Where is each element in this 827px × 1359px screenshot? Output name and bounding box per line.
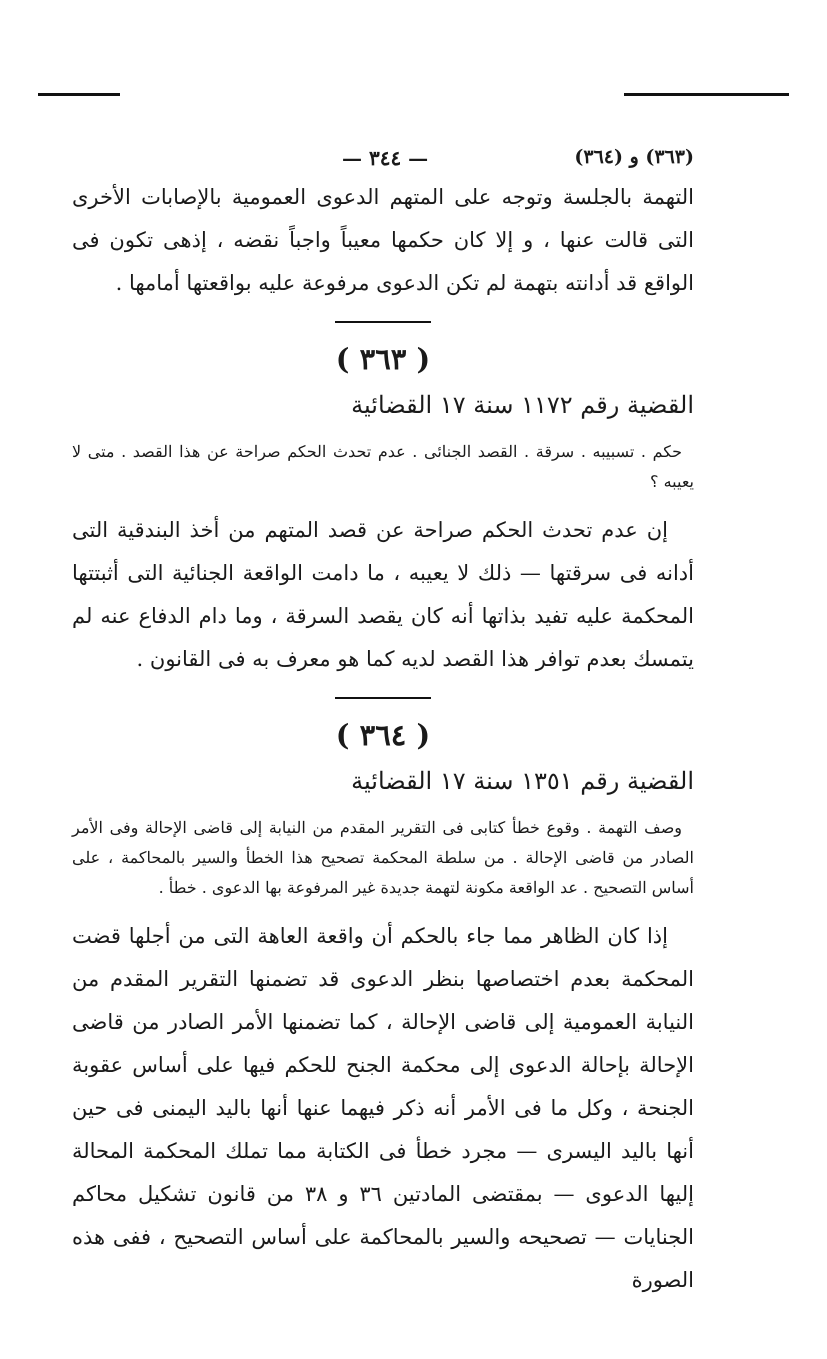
header-rule-left (38, 93, 120, 96)
page-number: — ٣٤٤ — (342, 146, 429, 170)
document-page (72, 140, 694, 1302)
running-head (72, 140, 694, 176)
case-body: إذا كان الظاهر مما جاء بالحكم أن واقعة العاهة التى من أجلها قضت المحكمة بعدم اختصاصها بنظر الدعوى قد تضمنها التقرير المقدم من النيابة العمومية إلى قاضى الإحالة ، كما تضمنها الأمر الصادر من قاضى الإحالة بإحالة الدعوى إلى محكمة الجنح للحكم فيها على أساس عقوبة الجنحة ، وكل ما فى الأمر أنه ذكر فيهما عنها أنها باليد اليمنى فى حين أنها باليد اليسرى — مجرد خطأ فى الكتابة مما تملك المحكمة المحالة إليها الدعوى — بمقتضى المادتين ٣٦ و ٣٨ من قانون تشكيل محاكم الجنايات — تصحيحه والسير بالمحاكمة على أساس التصحيح ، ففى هذه الصورة (72, 924, 694, 1292)
case-reference: القضية رقم ١٣٥١ سنة ١٧ القضائية (351, 767, 694, 795)
intro-paragraph: التهمة بالجلسة وتوجه على المتهم الدعوى العمومية بالإصابات الأخرى التى قالت عنها ، و إلا كان حكمها معيباً واجباً نقضه ، إذهى تكون فى الواقع قد أدانته بتهمة لم تكن الدعوى مرفوعة عليه بواقعتها أمامها . (72, 185, 694, 295)
case-body: إن عدم تحدث الحكم صراحة عن قصد المتهم من أخذ البندقية التى أدانه فى سرقتها — ذلك لا يعيبه ، ما دامت الواقعة الجنائية التى أثبتتها المحكمة عليه تفيد بذاتها أنه كان يقصد السرقة ، وما دام الدفاع عنه لم يتمسك بعدم توافر هذا القصد لديه كما هو معرف به فى القانون . (72, 518, 694, 671)
case-number: ( ٣٦٤ ) (335, 718, 431, 752)
case-reference: القضية رقم ١١٧٢ سنة ١٧ القضائية (351, 391, 694, 419)
section-divider (335, 321, 431, 323)
case-section-363 (72, 337, 694, 681)
case-summary: وصف التهمة . وقوع خطأ كتابى فى التقرير المقدم من النيابة إلى قاضى الإحالة وفى الأمر الصادر من قاضى الإحالة . من سلطة المحكمة تصحيح هذا الخطأ والسير بالمحاكمة ، على أساس التصحيح . عد الواقعة مكونة لتهمة جديدة غير المرفوعة بها الدعوى . خطأ . (72, 818, 694, 897)
header-rule-right (624, 93, 789, 96)
section-divider (335, 697, 431, 699)
running-head-case-range: (٣٦٣) و (٣٦٤) (574, 146, 694, 168)
case-number: ( ٣٦٣ ) (335, 342, 431, 376)
case-section-364 (72, 713, 694, 1302)
case-summary: حكم . تسبيبه . سرقة . القصد الجنائى . عدم تحدث الحكم صراحة عن هذا القصد . متى لا يعيبه ؟ (72, 442, 694, 491)
